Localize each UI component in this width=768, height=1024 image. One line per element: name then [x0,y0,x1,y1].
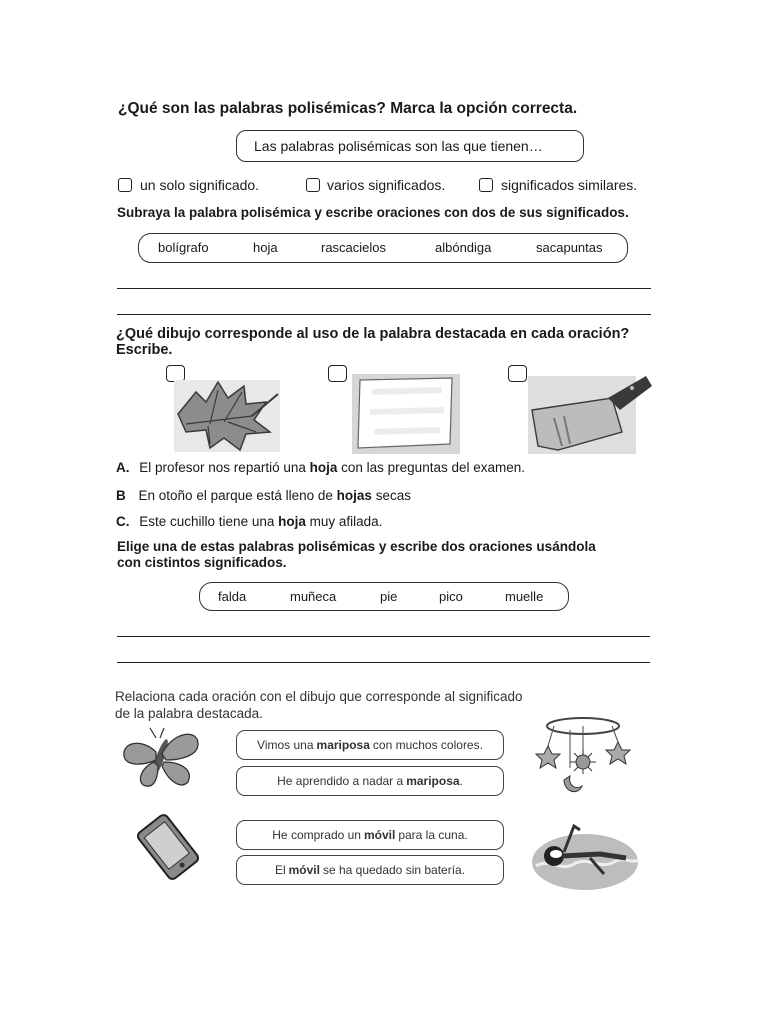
answer-box-cleaver[interactable] [508,365,527,382]
section5-title-line1: Relaciona cada oración con el dibujo que corresponde al significado [115,689,523,704]
butterfly-image [118,728,202,790]
phone-image [130,816,206,878]
definition-prompt-bubble [236,130,584,162]
sentence-c: C. Este cuchillo tiene una hoja muy afilada. [116,514,383,529]
section1-title: ¿Qué son las palabras polisémicas? Marca la opción correcta. [118,100,578,117]
section5-title-line2: de la palabra destacada. [115,706,263,721]
answer-box-paper[interactable] [328,365,347,382]
sentence-b: B En otoño el parque está lleno de hojas secas [116,488,411,503]
option-checkbox-3[interactable] [479,178,493,192]
option-label-1: un solo significado. [140,177,260,193]
option-checkbox-1[interactable] [118,178,132,192]
section3-title-line1: ¿Qué dibujo corresponde al uso de la palabra destacada en cada oración? [116,326,630,342]
word-item: muñeca [290,589,337,604]
match-sentence-4[interactable]: El móvil se ha quedado sin batería. [236,855,504,885]
word-item: hoja [253,240,278,255]
word-item: rascacielos [321,240,387,255]
cleaver-image [528,370,652,454]
word-item: pico [439,589,463,604]
option-label-2: varios significados. [327,177,446,193]
option-checkbox-2[interactable] [306,178,320,192]
option-label-3: significados similares. [501,177,638,193]
word-item: pie [380,589,398,604]
definition-prompt-text: Las palabras polisémicas son las que tienen… [254,138,543,154]
crib-mobile-image [534,712,632,804]
match-sentence-2[interactable]: He aprendido a nadar a mariposa . [236,766,504,796]
word-item: bolígrafo [158,240,209,255]
sentence-a: A. El profesor nos repartió una hoja con las preguntas del examen. [116,460,526,475]
section4-title-line2: con cistintos significados. [117,555,287,570]
word-item: sacapuntas [536,240,603,255]
section2-title: Subraya la palabra polisémica y escribe oraciones con dos de sus significados. [117,205,629,220]
answer-line[interactable] [117,314,651,315]
word-item: albóndiga [435,240,492,255]
section4-title-line1: Elige una de estas palabras polisémicas y escribe dos oraciones usándola [117,539,596,554]
match-sentence-3[interactable]: He comprado un móvil para la cuna. [236,820,504,850]
swimmer-image [530,818,640,892]
answer-line[interactable] [117,288,651,289]
answer-line[interactable] [117,636,650,637]
match-sentence-1[interactable]: Vimos una mariposa con muchos colores. [236,730,504,760]
word-item: muelle [505,589,544,604]
word-item: falda [218,589,247,604]
answer-line[interactable] [117,662,650,663]
section3-title-line2: Escribe. [116,342,173,358]
leaf-image [166,372,282,454]
paper-sheet-image [352,372,462,454]
